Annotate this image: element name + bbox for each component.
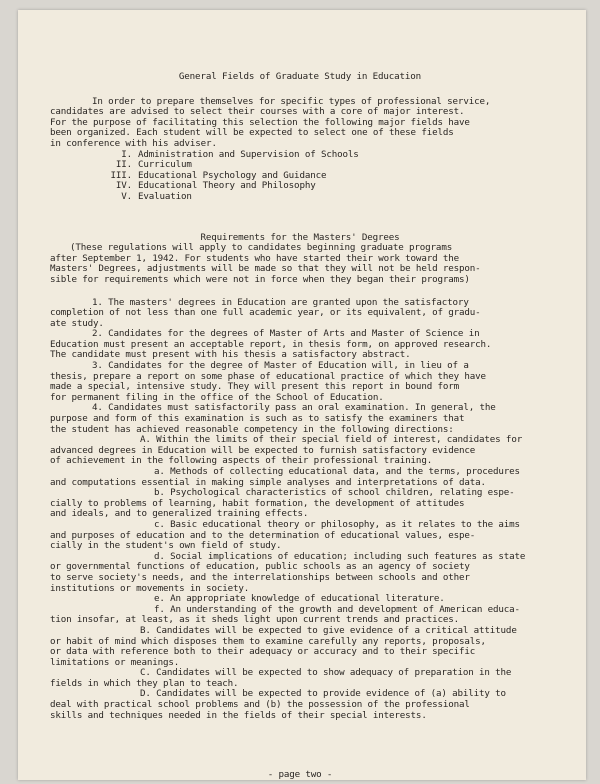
requirement-line: 3. Candidates for the degree of Master of Education will, in lieu of a <box>92 360 469 372</box>
requirement-line: c. Basic educational theory or philosophy, as it relates to the aims <box>154 518 520 530</box>
field-number: I. <box>121 148 132 160</box>
requirement-paragraph <box>50 361 550 403</box>
requirement-line: f. An understanding of the growth and development of American educa- <box>154 603 520 615</box>
note-line: Masters' Degrees, adjustments will be made so that they will not be held respon- <box>50 263 481 275</box>
requirement-paragraph <box>50 668 550 689</box>
requirement-line: A. Within the limits of their special field of interest, candidates for <box>140 434 523 446</box>
requirement-paragraph <box>50 298 550 330</box>
requirement-line: 1. The masters' degrees in Education are granted upon the satisfactory <box>92 296 469 308</box>
requirement-paragraph <box>50 329 550 361</box>
field-number: V. <box>121 190 132 202</box>
requirement-line: cially in the student's own field of study. <box>50 540 282 552</box>
requirement-line: advanced degrees in Education will be expected to furnish satisfactory evidence <box>50 444 476 456</box>
field-label: Curriculum <box>138 159 192 171</box>
field-item <box>102 192 550 203</box>
requirement-paragraph <box>50 467 550 488</box>
requirement-line: a. Methods of collecting educational data, and the terms, procedures <box>154 466 520 477</box>
note-line: sible for requirements which were not in force when they began their programs) <box>50 273 470 285</box>
requirement-line: C. Candidates will be expected to show adequacy of preparation in the <box>140 667 512 679</box>
requirement-line: tion insofar, at least, as it sheds light upon current trends and practices. <box>50 614 459 626</box>
requirement-paragraph <box>50 605 550 626</box>
requirement-line: or governmental functions of education, public schools as an agency of society <box>50 561 470 573</box>
requirement-line: limitations or meanings. <box>50 656 180 668</box>
field-number: IV. <box>115 180 132 192</box>
requirement-line: d. Social implications of education; including such features as state <box>154 550 526 562</box>
requirement-line: D. Candidates will be expected to provide evidence of (a) ability to <box>140 688 506 700</box>
requirement-paragraph <box>50 403 550 435</box>
requirement-line: B. Candidates will be expected to give evidence of a critical attitude <box>140 624 517 636</box>
field-label: Educational Theory and Philosophy <box>138 180 316 192</box>
requirement-line: deal with practical school problems and (b) the possession of the professional <box>50 699 470 711</box>
requirement-line: institutions or movements in society. <box>50 582 250 594</box>
requirement-line: and computations essential in making simple analyses and interpretations of data. <box>50 476 486 488</box>
requirement-paragraph <box>50 435 550 467</box>
requirement-line: skills and techniques needed in the fields of their special interests. <box>50 709 427 721</box>
requirement-paragraph <box>50 552 550 594</box>
note-line: after September 1, 1942. For students who have started their work toward the <box>50 252 459 264</box>
field-number: III. <box>110 169 132 181</box>
requirement-line: of achievement in the following aspects of their professional training. <box>50 455 433 467</box>
requirement-paragraph <box>50 689 550 721</box>
requirement-line: to serve society's needs, and the interrelationships between schools and other <box>50 571 470 583</box>
requirement-line: the student has achieved reasonable competency in the following directions: <box>50 423 454 435</box>
requirement-line: made a special, intensive study. They will present this report in bound form <box>50 381 459 393</box>
requirement-line: cially to problems of learning, habit formation, the development of attitudes <box>50 497 465 509</box>
field-label: Administration and Supervision of Schools <box>138 148 359 160</box>
requirement-line: completion of not less than one full academic year, or its equivalent, of gradu- <box>50 307 481 319</box>
field-label: Evaluation <box>138 190 192 202</box>
page-footer: - page two - <box>267 769 333 780</box>
intro-paragraph <box>50 97 550 150</box>
requirements-note <box>50 243 550 285</box>
requirement-paragraph <box>50 520 550 552</box>
field-number: II. <box>115 159 132 171</box>
requirement-line: or habit of mind which disposes them to examine carefully any reports, proposals, <box>50 635 486 647</box>
requirement-line: ate study. <box>50 317 104 329</box>
intro-line: in conference with his adviser. <box>50 137 217 149</box>
requirement-line: b. Psychological characteristics of school children, relating espe- <box>154 487 515 499</box>
requirement-line: 2. Candidates for the degrees of Master of Arts and Master of Science in <box>92 328 480 340</box>
section-heading: Requirements for the Masters' Degrees <box>200 231 400 243</box>
document-page <box>18 10 586 780</box>
requirements-list <box>50 298 550 722</box>
requirement-paragraph <box>50 488 550 520</box>
page-content <box>50 38 550 780</box>
page-title: General Fields of Graduate Study in Education <box>178 71 422 82</box>
requirement-line: 4. Candidates must satisfactorily pass an oral examination. In general, the <box>92 402 496 414</box>
requirement-line: or data with reference both to their adequacy or accuracy and to their specific <box>50 646 476 658</box>
intro-line: For the purpose of facilitating this selection the following major fields have <box>50 116 470 128</box>
requirement-line: and ideals, and to generalized training effects. <box>50 508 309 520</box>
requirement-line: for permanent filing in the office of the School of Education. <box>50 391 384 403</box>
requirement-line: Education must present an acceptable report, in thesis form, on approved research. <box>50 338 492 350</box>
requirement-line: thesis, prepare a report on some phase of educational practice of which they have <box>50 370 486 382</box>
field-label: Educational Psychology and Guidance <box>138 169 327 181</box>
requirement-line: purpose and form of this examination is such as to satisfy the examiners that <box>50 413 465 425</box>
intro-line: In order to prepare themselves for specific types of professional service, <box>92 95 491 107</box>
requirement-paragraph <box>50 626 550 668</box>
intro-line: candidates are advised to select their courses with a core of major interest. <box>50 106 465 118</box>
requirement-line: The candidate must present with his thesis a satisfactory abstract. <box>50 349 411 361</box>
requirement-line: fields in which they plan to teach. <box>50 677 239 689</box>
requirement-line: e. An appropriate knowledge of educational literature. <box>154 593 445 605</box>
requirement-line: and purposes of education and to the determination of educational values, espe- <box>50 529 476 541</box>
fields-list <box>50 150 550 203</box>
intro-line: been organized. Each student will be expected to select one of these fields <box>50 127 454 139</box>
note-line: (These regulations will apply to candidates beginning graduate programs <box>70 242 453 254</box>
